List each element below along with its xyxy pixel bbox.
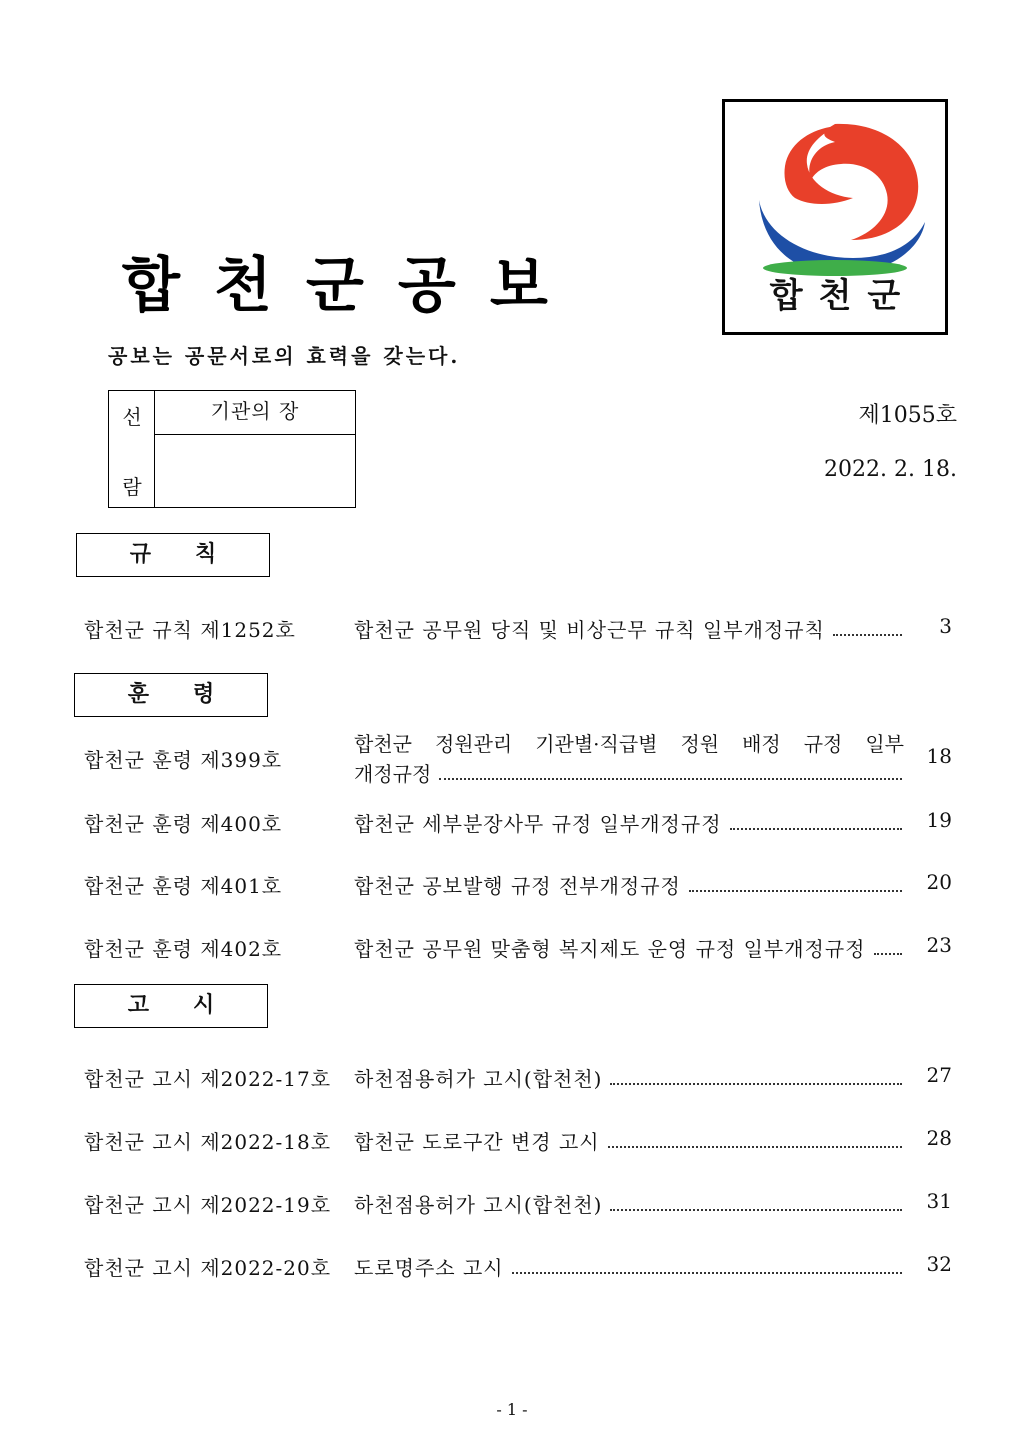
section-directives-header: 훈령 — [74, 673, 268, 717]
entry-ref: 합천군 훈령 제402호 — [84, 937, 283, 961]
entry-ref: 합천군 훈령 제400호 — [84, 812, 283, 836]
section-rules-header: 규칙 — [76, 533, 270, 577]
county-logo — [722, 99, 948, 335]
list-item[interactable] — [84, 870, 952, 900]
leader-dots — [610, 1063, 902, 1085]
issue-number: 제1055호 — [858, 403, 957, 428]
entry-page: 19 — [926, 808, 952, 832]
entry-page: 3 — [939, 614, 952, 638]
list-item[interactable] — [84, 728, 952, 792]
circulation-box — [108, 390, 356, 508]
circulation-head: 기관의 장 — [155, 391, 355, 435]
entry-title-word: 일부 — [865, 732, 904, 756]
page-number: - 1 - — [496, 1400, 528, 1419]
entry-page: 18 — [926, 744, 952, 768]
entry-title-word: 합천군 — [354, 732, 412, 756]
entry-ref: 합천군 훈령 제401호 — [84, 874, 283, 898]
list-item[interactable] — [84, 1189, 952, 1219]
entry-title: 도로명주소 고시 — [354, 1256, 504, 1280]
leader-dots — [512, 1252, 902, 1274]
entry-page: 20 — [926, 870, 952, 894]
entry-title-word: 규정 — [803, 732, 843, 756]
circulation-label-bottom: 람 — [122, 475, 142, 499]
entry-page: 28 — [926, 1126, 952, 1150]
entry-title: 합천군 공무원 맞춤형 복지제도 운영 규정 일부개정규정 — [354, 937, 866, 961]
entry-title-word: 정원관리 — [434, 732, 513, 756]
entry-ref: 합천군 고시 제2022-18호 — [84, 1130, 332, 1154]
entry-page: 27 — [926, 1063, 952, 1087]
entry-title-word: 정원 — [680, 732, 720, 756]
entry-page: 32 — [926, 1252, 952, 1276]
entry-title: 합천군 공보발행 규정 전부개정규정 — [354, 874, 681, 898]
entry-title: 하천점용허가 고시(합천천) — [354, 1193, 603, 1217]
logo-text: 합천군 — [769, 276, 917, 316]
leader-dots — [730, 808, 902, 830]
issue-date: 2022. 2. 18. — [824, 457, 957, 482]
entry-title-word: 기관별·직급별 — [535, 732, 658, 756]
leader-dots — [874, 933, 902, 955]
leader-dots — [439, 758, 902, 780]
entry-title: 합천군 공무원 당직 및 비상근무 규칙 일부개정규칙 — [354, 618, 825, 642]
leader-dots — [833, 614, 902, 636]
leader-dots — [610, 1189, 902, 1211]
list-item[interactable] — [84, 1126, 952, 1156]
list-item[interactable] — [84, 933, 952, 963]
leader-dots — [608, 1126, 902, 1148]
entry-title: 합천군 도로구간 변경 고시 — [354, 1130, 600, 1154]
entry-ref: 합천군 규칙 제1252호 — [84, 618, 296, 642]
circulation-label-column — [109, 391, 155, 507]
entry-ref: 합천군 고시 제2022-17호 — [84, 1067, 332, 1091]
section-notices-header: 고시 — [74, 984, 268, 1028]
entry-title-line1 — [354, 728, 904, 757]
motto: 공보는 공문서로의 효력을 갖는다. — [108, 344, 461, 368]
entry-page: 31 — [926, 1189, 952, 1213]
entry-ref: 합천군 고시 제2022-19호 — [84, 1193, 332, 1217]
entry-title-word: 배정 — [742, 732, 781, 756]
entry-title: 합천군 세부분장사무 규정 일부개정규정 — [354, 812, 722, 836]
entry-title-line2: 개정규정 — [354, 762, 432, 786]
page-title: 합천군공보 — [122, 251, 582, 321]
list-item[interactable] — [84, 1063, 952, 1093]
list-item[interactable] — [84, 614, 952, 644]
list-item[interactable] — [84, 1252, 952, 1282]
leader-dots — [689, 870, 902, 892]
entry-ref: 합천군 고시 제2022-20호 — [84, 1256, 332, 1280]
entry-title: 하천점용허가 고시(합천천) — [354, 1067, 603, 1091]
entry-ref: 합천군 훈령 제399호 — [84, 748, 283, 772]
list-item[interactable] — [84, 808, 952, 838]
circulation-label-top: 선 — [122, 405, 142, 429]
entry-page: 23 — [926, 933, 952, 957]
